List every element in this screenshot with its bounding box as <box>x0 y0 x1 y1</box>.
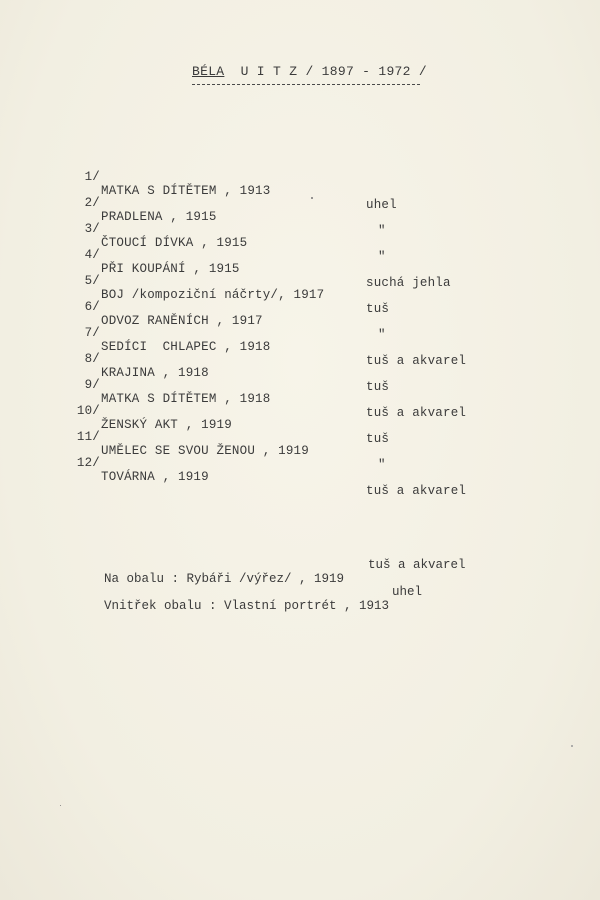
item-title: MATKA S DÍTĚTEM , 1918 <box>101 392 271 406</box>
item-medium: " <box>378 224 386 238</box>
paper-speck <box>60 805 61 806</box>
inside-cover-label: Vnitřek obalu : Vlastní portrét , 1913 <box>104 599 390 613</box>
list-item <box>0 442 600 498</box>
list-item <box>0 156 600 212</box>
item-number: 4/ <box>84 248 100 262</box>
list-item <box>0 208 600 264</box>
title-underline <box>192 84 420 85</box>
item-number: 3/ <box>84 222 100 236</box>
page-title <box>192 64 427 79</box>
item-title: SEDÍCI CHLAPEC , 1918 <box>101 340 271 354</box>
item-title: ŽENSKÝ AKT , 1919 <box>101 418 232 432</box>
item-medium: tuš <box>366 380 390 394</box>
item-title: UMĚLEC SE SVOU ŽENOU , 1919 <box>101 444 309 458</box>
item-number: 9/ <box>84 378 100 392</box>
item-medium: tuš a akvarel <box>366 354 467 368</box>
cover-medium: tuš a akvarel <box>368 558 466 572</box>
item-medium: tuš <box>366 432 390 446</box>
paper-speck <box>571 745 573 747</box>
item-title: ODVOZ RANĚNÍCH , 1917 <box>101 314 263 328</box>
item-medium: uhel <box>366 198 397 212</box>
item-medium: suchá jehla <box>366 276 451 290</box>
paper-speck <box>311 197 313 199</box>
item-number: 8/ <box>84 352 100 366</box>
item-title: ČTOUCÍ DÍVKA , 1915 <box>101 236 248 250</box>
list-item <box>0 234 600 290</box>
item-number: 2/ <box>84 196 100 210</box>
item-medium: tuš a akvarel <box>366 484 467 498</box>
inside-cover-medium: uhel <box>392 585 423 599</box>
list-item <box>0 312 600 368</box>
cover-label: Na obalu : Rybáři /výřez/ , 1919 <box>104 572 345 586</box>
item-medium: " <box>378 328 386 342</box>
item-number: 7/ <box>84 326 100 340</box>
item-number: 10/ <box>76 404 100 418</box>
item-medium: tuš <box>366 302 390 316</box>
artist-surname: U I T Z <box>240 64 298 79</box>
artist-dates: / 1897 - 1972 / <box>305 64 427 79</box>
item-title: BOJ /kompoziční náčrty/, 1917 <box>101 288 325 302</box>
item-number: 12/ <box>76 456 100 470</box>
item-title: KRAJINA , 1918 <box>101 366 209 380</box>
item-medium: " <box>378 250 386 264</box>
item-title: PRADLENA , 1915 <box>101 210 217 224</box>
inside-cover-note <box>74 585 423 641</box>
item-number: 11/ <box>76 430 100 444</box>
item-title: TOVÁRNA , 1919 <box>101 470 209 484</box>
item-title: MATKA S DÍTĚTEM , 1913 <box>101 184 271 198</box>
item-number: 6/ <box>84 300 100 314</box>
item-medium: tuš a akvarel <box>366 406 467 420</box>
item-number: 1/ <box>84 170 100 184</box>
item-medium: " <box>378 458 386 472</box>
item-title: PŘI KOUPÁNÍ , 1915 <box>101 262 240 276</box>
item-number: 5/ <box>84 274 100 288</box>
artist-first-name: BÉLA <box>192 64 225 79</box>
